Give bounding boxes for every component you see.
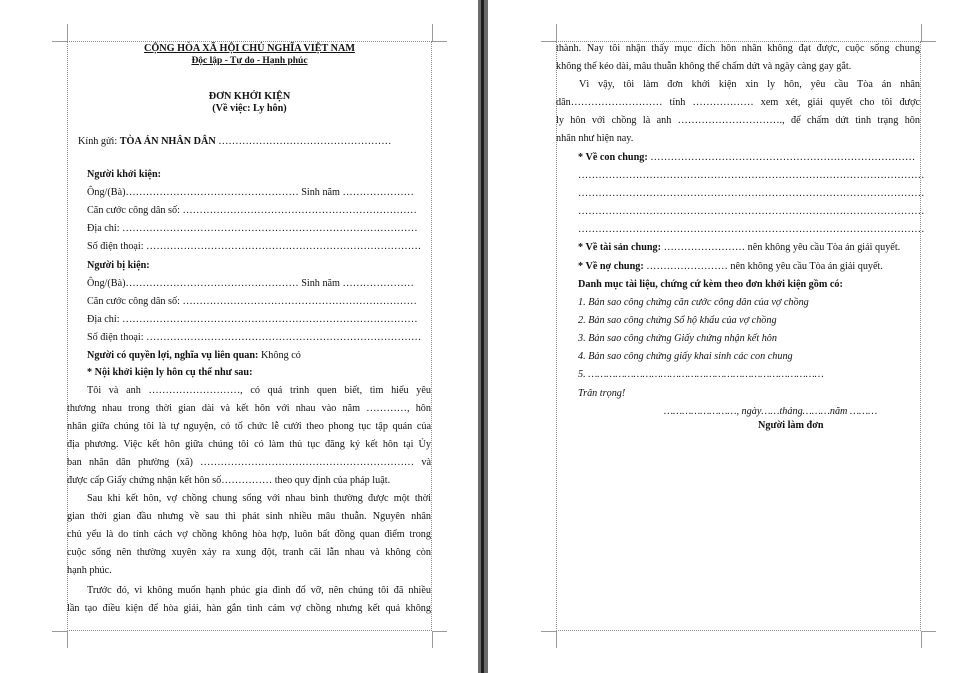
debts-label: * Về nợ chung: <box>578 261 644 272</box>
body-line: Trước đó, vì không muốn hạnh phúc gia đình đổ vỡ, nên chúng tôi đã nhiều <box>87 585 431 596</box>
crop-mark <box>67 631 68 648</box>
debts-line <box>578 261 883 273</box>
body-line: Tôi và anh ………………………, có quá trình quen biết, tìm hiểu yêu <box>87 385 431 396</box>
related-party-label: Người có quyền lợi, nghĩa vụ liên quan: <box>87 350 259 361</box>
crop-mark <box>921 24 922 41</box>
body-line: cuộc sống nên thường xuyên xảy ra xung đột, tranh cãi lẫn nhau và không còn <box>67 547 431 558</box>
page-separator <box>481 0 484 673</box>
body-line: thương nhau trong thời gian dài và kết hôn với nhau vào năm …………, hôn <box>67 403 431 414</box>
crop-mark <box>52 41 67 42</box>
content-heading: * Nội khởi kiện ly hôn cụ thể như sau: <box>87 367 253 378</box>
body-line: lần tạo điều kiện để hòa giải, hàn gắn tình cảm vợ chồng nhưng kết quả không <box>67 603 431 614</box>
assets-label: * Về tài sản chung: <box>578 242 662 253</box>
defendant-phone-field: Số điện thoại: ……………………………………………………………………… <box>87 332 422 343</box>
children-line <box>578 152 915 164</box>
body-line: không thể kéo dài, mâu thuẫn không thể chấm dứt và ngày càng gay gắt. <box>556 61 852 72</box>
assets-text: …………………… nên không yêu cầu Tòa án giải quyết. <box>661 242 901 253</box>
crop-mark <box>556 24 557 41</box>
blank-line: ………………………………………………………………………………………… <box>578 224 925 235</box>
defendant-id-field: Căn cước công dân số: …………………………………………………………… <box>87 296 417 307</box>
date-line: ……………………, ngày……tháng………năm ……… <box>664 406 878 417</box>
body-line: Vì vậy, tôi làm đơn khởi kiện xin ly hôn, yêu cầu Tòa án nhân <box>579 79 920 90</box>
body-line: thành. Nay tôi nhận thấy mục đích hôn nhân không đạt được, cuộc sống chung <box>556 43 920 54</box>
document-page-1 <box>0 0 478 673</box>
related-party-value: Không có <box>258 350 301 361</box>
plaintiff-heading: Người khởi kiện: <box>87 169 162 180</box>
body-line: ly hôn với chồng là anh …………………………., để chấm dứt tình trạng hôn <box>556 115 920 126</box>
crop-mark <box>541 631 556 632</box>
court-name: TÒA ÁN NHÂN DÂN <box>119 136 216 147</box>
crop-mark <box>921 41 936 42</box>
attachment-item: 4. Bản sao công chứng giấy khai sinh các con chung <box>578 351 793 362</box>
addressee-line <box>78 136 391 148</box>
document-title: ĐƠN KHỞI KIỆN <box>208 91 291 102</box>
body-line: ban nhân dân phường (xã) ……………………………………………………… và <box>67 457 431 468</box>
children-dots: …………………………………………………………………… <box>647 152 916 163</box>
related-party-line <box>87 350 301 362</box>
body-line: chủ yếu là do tính cách vợ chồng không hòa hợp, luôn bất đồng quan điểm trong <box>67 529 431 540</box>
plaintiff-name-field: Ông/(Bà)…………………………………………… Sinh năm ………………… <box>87 187 414 198</box>
crop-mark <box>541 41 556 42</box>
body-line: được cấp Giấy chứng nhận kết hôn số…………… theo quy định của pháp luật. <box>67 475 391 486</box>
children-label: * Về con chung: <box>578 152 648 163</box>
addressee-label: Kính gửi: <box>78 136 120 147</box>
crop-mark <box>52 631 67 632</box>
closing-text: Trân trọng! <box>578 388 626 399</box>
crop-mark <box>432 24 433 41</box>
document-subtitle: (Về việc: Ly hôn) <box>212 103 287 114</box>
body-line: dân……………………… tỉnh ……………… xem xét, giải quyết cho tôi được <box>556 97 920 108</box>
body-line: hạnh phúc. <box>67 565 112 576</box>
body-line: gian thời gian đầu nhưng về sau thì phát sinh nhiều mâu thuẫn. Nguyên nhân <box>67 511 431 522</box>
body-line: nhân như hiện nay. <box>556 133 634 144</box>
crop-mark <box>432 631 433 648</box>
blank-line: ………………………………………………………………………………………… <box>578 188 925 199</box>
attachment-item: 3. Bản sao công chứng Giấy chứng nhận kết hôn <box>578 333 777 344</box>
body-line: Sau khi kết hôn, vợ chồng chung sống với nhau bình thường được một thời <box>87 493 431 504</box>
crop-mark <box>432 41 447 42</box>
attachment-item: 2. Bản sao công chứng Sổ hộ khẩu của vợ chồng <box>578 315 777 326</box>
blank-line: ………………………………………………………………………………………… <box>578 206 925 217</box>
motto: Độc lập - Tự do - Hạnh phúc <box>191 56 308 66</box>
assets-line <box>578 242 900 254</box>
defendant-address-field: Địa chỉ: …………………………………………………………………………… <box>87 314 418 325</box>
crop-mark <box>432 631 447 632</box>
plaintiff-address-field: Địa chỉ: …………………………………………………………………………… <box>87 223 418 234</box>
crop-mark <box>921 631 922 648</box>
defendant-name-field: Ông/(Bà)…………………………………………… Sinh năm ………………… <box>87 278 414 289</box>
plaintiff-phone-field: Số điện thoại: ……………………………………………………………………… <box>87 241 422 252</box>
blank-line: ………………………………………………………………………………………… <box>578 170 925 181</box>
crop-mark <box>921 631 936 632</box>
national-title: CỘNG HÒA XÃ HỘI CHỦ NGHĨA VIỆT NAM <box>143 43 356 54</box>
debts-text: …………………… nên không yêu cầu Tòa án giải quyết. <box>643 261 883 272</box>
defendant-heading: Người bị kiện: <box>87 260 150 271</box>
addressee-dots: …………………………………………… <box>215 136 392 147</box>
plaintiff-id-field: Căn cước công dân số: …………………………………………………………… <box>87 205 417 216</box>
attachment-item: 1. Bản sao công chứng căn cước công dân của vợ chồng <box>578 297 809 308</box>
body-line: nhân giữa chúng tôi là tự nguyện, có tổ chức lễ cưới theo phong tục tập quán của <box>67 421 431 432</box>
crop-mark <box>556 631 557 648</box>
document-page-2 <box>488 0 968 673</box>
attachments-heading: Danh mục tài liệu, chứng cứ kèm theo đơn khởi kiện gồm có: <box>578 279 843 290</box>
body-line: địa phương. Việc kết hôn giữa chúng tôi có làm thủ tục đăng ký kết hôn tại Ủy <box>67 439 431 450</box>
crop-mark <box>67 24 68 41</box>
signer-label: Người làm đơn <box>758 420 824 431</box>
attachment-item: 5. …………………………………………………………………… <box>578 369 824 380</box>
